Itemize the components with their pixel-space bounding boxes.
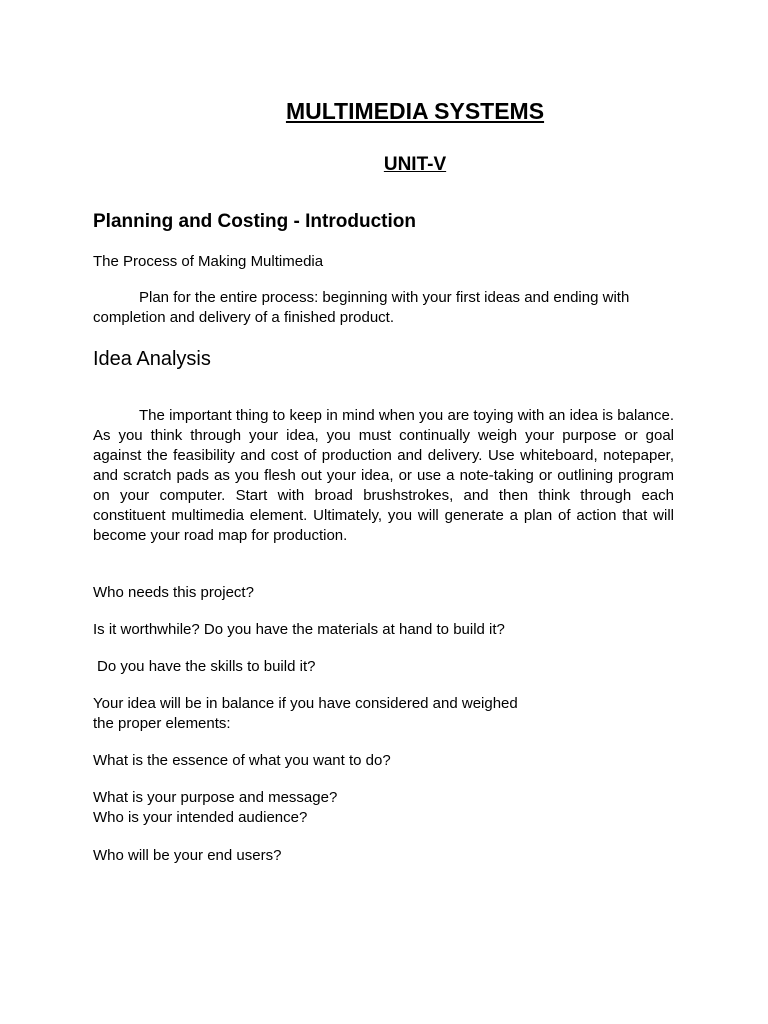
idea-analysis-heading: Idea Analysis (93, 348, 211, 370)
question-skills: Do you have the skills to build it? (97, 658, 316, 675)
question-worthwhile: Is it worthwhile? Do you have the materials at hand to build it? (93, 621, 505, 638)
unit-title: UNIT-V (383, 154, 447, 175)
question-needs: Who needs this project? (93, 584, 254, 601)
idea-analysis-paragraph: The important thing to keep in mind when you are toying with an idea is balance. As you think through your idea, you must continually weigh your purpose or goal against the feasibility and cost of production and delivery. Use whiteboard, notepaper, and scratch pads as you flesh out your idea, or use a note-taking or outlining program on your computer. Start with broad brushstrokes, and then think through each constituent multimedia element. Ultimately, you will generate a plan of action that will become your road map for production. (93, 407, 674, 544)
question-essence: What is the essence of what you want to do? (93, 752, 391, 769)
process-label: The Process of Making Multimedia (93, 253, 324, 270)
question-end-users: Who will be your end users? (93, 847, 282, 864)
question-audience: Who is your intended audience? (93, 809, 308, 826)
balance-line-1: Your idea will be in balance if you have considered and weighed (93, 695, 518, 712)
balance-line-2: the proper elements: (93, 715, 231, 732)
balance-statement (93, 694, 674, 734)
section-heading: Planning and Costing - Introduction (93, 211, 416, 232)
document-title: MULTIMEDIA SYSTEMS (285, 98, 545, 124)
plan-paragraph: Plan for the entire process: beginning with your first ideas and ending with completion and delivery of a finished product. (93, 289, 630, 326)
question-purpose: What is your purpose and message? (93, 789, 338, 806)
